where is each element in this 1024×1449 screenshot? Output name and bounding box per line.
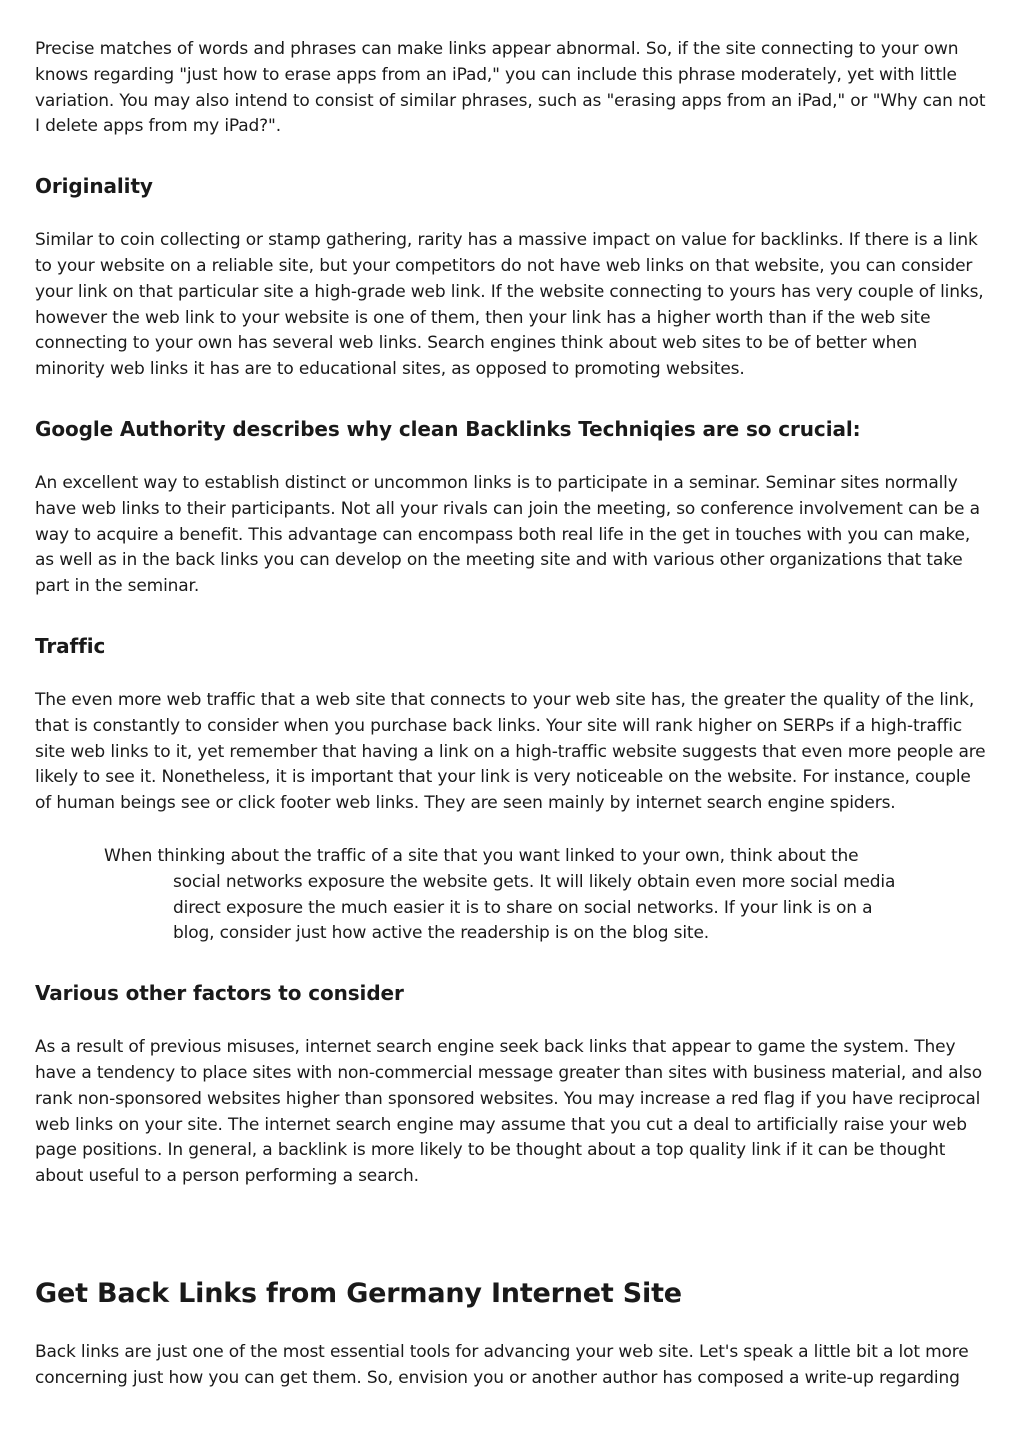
originality-heading: Originality (35, 174, 153, 199)
seminar-paragraph: An excellent way to establish distinct or uncommon links is to participate in a seminar. Seminar sites normally have web links to their participants. Not all your rivals can join the meeting, so conference involvement can be a way to acquire a benefit. This advantage can encompass both real life in the get in touches with you can make, as well as in the back links you can develop on the meeting site and with various other organizations that take part in the seminar. (35, 472, 980, 597)
germany-section-heading: Get Back Links from Germany Internet Site (35, 1277, 682, 1309)
various-factors-heading: Various other factors to consider (35, 981, 404, 1006)
traffic-blockquote: When thinking about the traffic of a site that you want linked to your own, think about the social networks exposure the website gets. It will likely obtain even more social media direct exposure the much easier it is to share on social networks. If your link is on a blog, consider just how active the readership is on the blog site. (104, 845, 896, 944)
google-authority-heading: Google Authority describes why clean Backlinks Techniqies are so crucial: (35, 416, 861, 441)
intro-paragraph: Precise matches of words and phrases can make links appear abnormal. So, if the site connecting to your own knows regarding "just how to erase apps from an iPad," you can include this phrase moderately, yet with little variation. You may also intend to consist of similar phrases, such as "erasing apps from an iPad," or "Why can not I delete apps from my iPad?". (35, 39, 986, 137)
germany-section-paragraph: Back links are just one of the most essential tools for advancing your web site. Let's speak a little bit a lot more concerning just how you can get them. So, envision you or another author has composed a write-up regarding (35, 1341, 969, 1388)
traffic-paragraph: The even more web traffic that a web site that connects to your web site has, the greater the quality of the link, that is constantly to consider when you purchase back links. Your site will rank higher on SERPs if a high-traffic site web links to it, yet remember that having a link on a high-traffic website suggests that even more people are likely to see it. Nonetheless, it is important that your link is very noticeable on the website. For instance, couple of human beings see or click footer web links. They are seen mainly by internet search engine spiders. (35, 689, 986, 814)
originality-paragraph: Similar to coin collecting or stamp gathering, rarity has a massive impact on value for backlinks. If there is a link to your website on a reliable site, but your competitors do not have web links on that website, you can consider your link on that particular site a high-grade web link. If the website connecting to yours has very couple of links, however the web link to your website is one of them, then your link has a higher worth than if the web site connecting to your own has several web links. Search engines think about web sites to be of better when minority web links it has are to educational sites, as opposed to promoting websites. (35, 230, 984, 380)
various-factors-paragraph: As a result of previous misuses, internet search engine seek back links that appear to game the system. They have a tendency to place sites with non-commercial message greater than sites with business material, and also rank non-sponsored websites higher than sponsored websites. You may increase a red flag if you have reciprocal web links on your site. The internet search engine may assume that you cut a deal to artificially raise your web page positions. In general, a backlink is more likely to be thought about a top quality link if it can be thought about useful to a person performing a search. (35, 1037, 982, 1187)
traffic-heading: Traffic (35, 633, 106, 658)
